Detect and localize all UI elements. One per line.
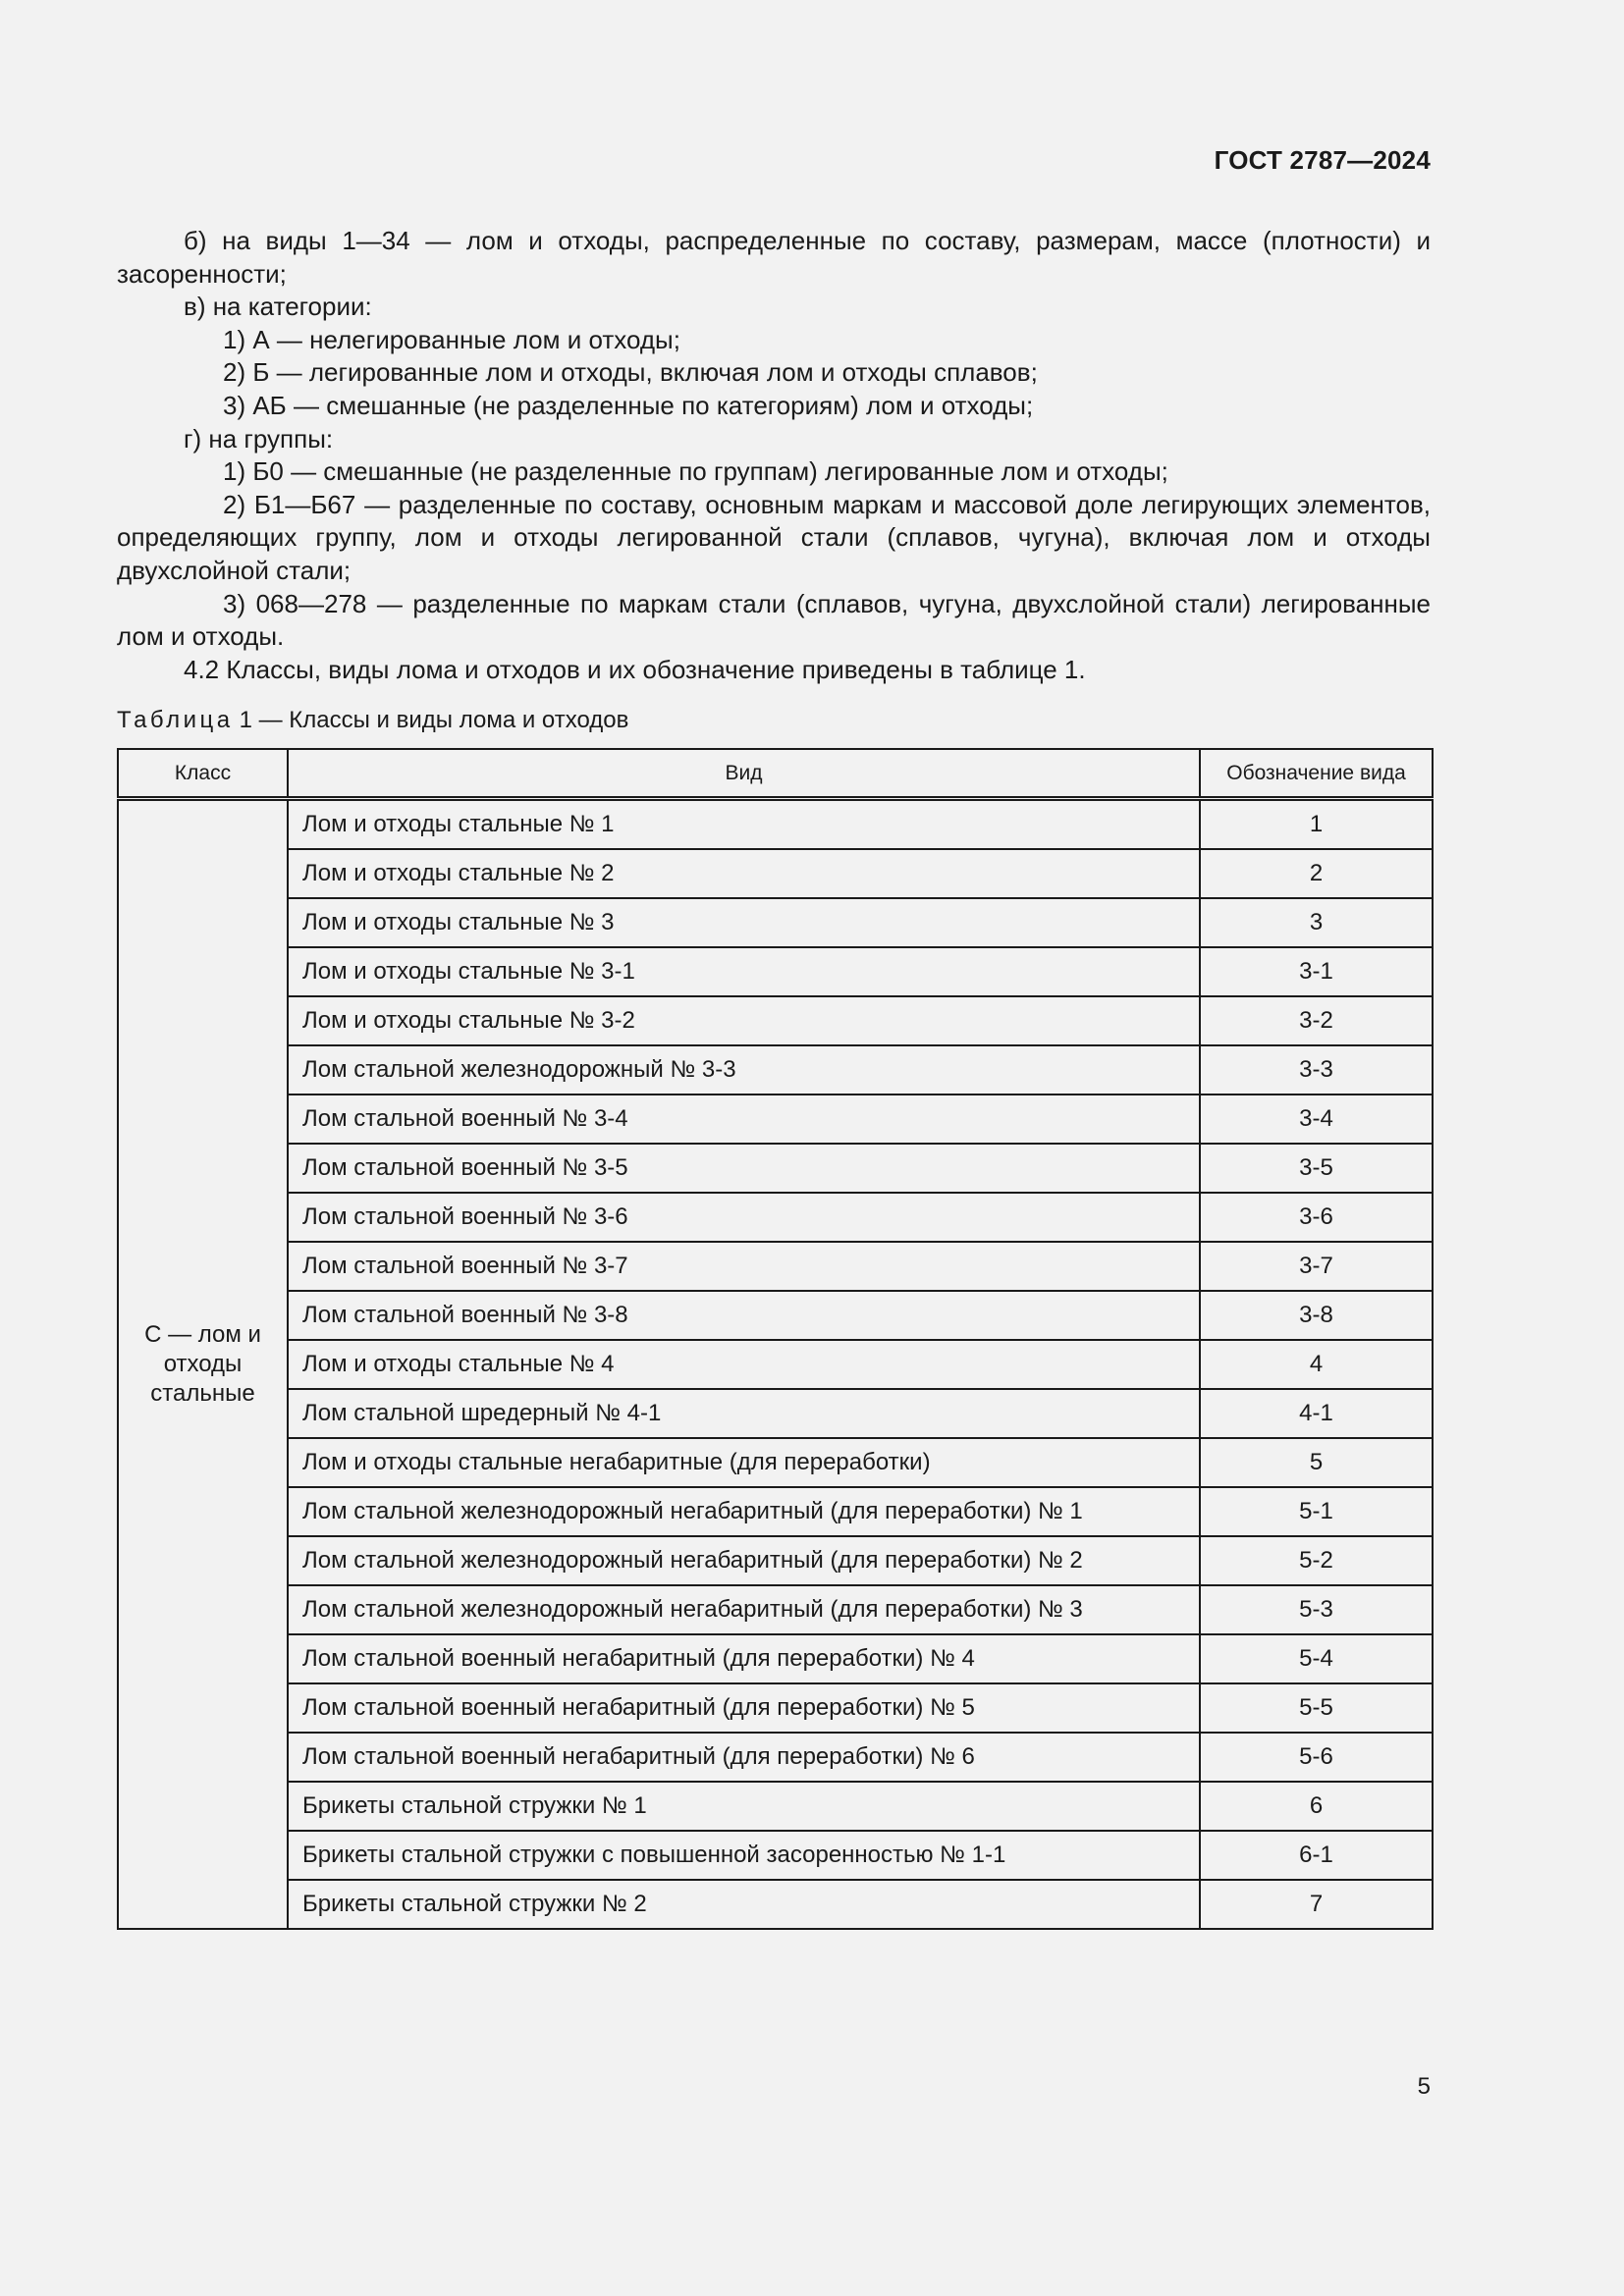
code-cell: 5-6: [1200, 1733, 1433, 1782]
table-caption: [117, 706, 628, 735]
table-row: [118, 947, 1433, 996]
kind-cell: Лом стальной военный № 3-6: [288, 1193, 1200, 1242]
table-header-row: [118, 749, 1433, 799]
class-cell: С — лом и отходы стальные: [118, 799, 288, 1930]
table-row: [118, 799, 1433, 850]
column-header-code: Обозначение вида: [1200, 749, 1433, 799]
table-row: [118, 849, 1433, 898]
code-cell: 3-3: [1200, 1045, 1433, 1095]
kind-cell: Лом стальной железнодорожный негабаритный (для переработки) № 1: [288, 1487, 1200, 1536]
table-row: [118, 1389, 1433, 1438]
column-header-kind: Вид: [288, 749, 1200, 799]
table-body: [118, 799, 1433, 1930]
kind-cell: Лом и отходы стальные № 2: [288, 849, 1200, 898]
kind-cell: Лом и отходы стальные № 1: [288, 799, 1200, 850]
table-row: [118, 898, 1433, 947]
paragraph: в) на категории:: [184, 292, 372, 322]
table-row: [118, 996, 1433, 1045]
table-row: [118, 1045, 1433, 1095]
code-cell: 5-4: [1200, 1634, 1433, 1683]
table-row: [118, 1095, 1433, 1144]
table-row: [118, 1242, 1433, 1291]
paragraph: б) на виды 1—34 — лом и отходы, распределенные по составу, размерам, массе (плотности) и засоренности;: [117, 226, 1431, 289]
paragraph: 4.2 Классы, виды лома и отходов и их обозначение приведены в таблице 1.: [184, 654, 1086, 684]
table-caption-label: Таблица: [117, 707, 234, 733]
code-cell: 7: [1200, 1880, 1433, 1929]
table-row: [118, 1291, 1433, 1340]
code-cell: 5-1: [1200, 1487, 1433, 1536]
table-row: [118, 1536, 1433, 1585]
code-cell: 5-5: [1200, 1683, 1433, 1733]
kind-cell: Брикеты стальной стружки № 1: [288, 1782, 1200, 1831]
kind-cell: Лом стальной военный негабаритный (для переработки) № 6: [288, 1733, 1200, 1782]
code-cell: 3: [1200, 898, 1433, 947]
table-row: [118, 1634, 1433, 1683]
kind-cell: Лом стальной военный № 3-8: [288, 1291, 1200, 1340]
kind-cell: Лом стальной военный № 3-7: [288, 1242, 1200, 1291]
kind-cell: Лом стальной железнодорожный № 3-3: [288, 1045, 1200, 1095]
table-row: [118, 1193, 1433, 1242]
table-row: [118, 1782, 1433, 1831]
kind-cell: Лом стальной военный № 3-4: [288, 1095, 1200, 1144]
paragraph: 1) А — нелегированные лом и отходы;: [223, 324, 680, 354]
code-cell: 4: [1200, 1340, 1433, 1389]
kind-cell: Лом стальной железнодорожный негабаритный (для переработки) № 2: [288, 1536, 1200, 1585]
code-cell: 5-3: [1200, 1585, 1433, 1634]
table-row: [118, 1438, 1433, 1487]
kind-cell: Брикеты стальной стружки с повышенной засоренностью № 1-1: [288, 1831, 1200, 1880]
code-cell: 1: [1200, 799, 1433, 850]
kind-cell: Брикеты стальной стружки № 2: [288, 1880, 1200, 1929]
kind-cell: Лом и отходы стальные № 3-1: [288, 947, 1200, 996]
table-row: [118, 1144, 1433, 1193]
code-cell: 6: [1200, 1782, 1433, 1831]
scrap-classes-table: [117, 748, 1434, 1930]
table-row: [118, 1683, 1433, 1733]
column-header-class: Класс: [118, 749, 288, 799]
kind-cell: Лом и отходы стальные № 3: [288, 898, 1200, 947]
page-number: 5: [1417, 2073, 1431, 2100]
paragraph: 1) Б0 — смешанные (не разделенные по группам) легированные лом и отходы;: [223, 456, 1168, 487]
code-cell: 3-4: [1200, 1095, 1433, 1144]
code-cell: 3-5: [1200, 1144, 1433, 1193]
document-code-header: ГОСТ 2787—2024: [1214, 145, 1431, 175]
code-cell: 3-2: [1200, 996, 1433, 1045]
code-cell: 5: [1200, 1438, 1433, 1487]
code-cell: 3-7: [1200, 1242, 1433, 1291]
body-text: [117, 225, 1431, 686]
table-row: [118, 1831, 1433, 1880]
paragraph: г) на группы:: [184, 423, 334, 454]
kind-cell: Лом и отходы стальные № 4: [288, 1340, 1200, 1389]
code-cell: 6-1: [1200, 1831, 1433, 1880]
code-cell: 3-1: [1200, 947, 1433, 996]
table-row: [118, 1880, 1433, 1929]
table-row: [118, 1733, 1433, 1782]
kind-cell: Лом стальной железнодорожный негабаритный (для переработки) № 3: [288, 1585, 1200, 1634]
code-cell: 4-1: [1200, 1389, 1433, 1438]
table-row: [118, 1585, 1433, 1634]
kind-cell: Лом и отходы стальные негабаритные (для переработки): [288, 1438, 1200, 1487]
code-cell: 3-8: [1200, 1291, 1433, 1340]
kind-cell: Лом стальной военный негабаритный (для переработки) № 4: [288, 1634, 1200, 1683]
table-caption-title: 1 — Классы и виды лома и отходов: [239, 707, 629, 733]
table-row: [118, 1340, 1433, 1389]
code-cell: 5-2: [1200, 1536, 1433, 1585]
kind-cell: Лом и отходы стальные № 3-2: [288, 996, 1200, 1045]
table-row: [118, 1487, 1433, 1536]
paragraph: 2) Б1—Б67 — разделенные по составу, основным маркам и массовой доле легирующих элементов, определяющих группу, лом и отходы легированной стали (сплавов, чугуна), включая лом и отходы двухслойной стали;: [117, 489, 1431, 585]
paragraph: 3) АБ — смешанные (не разделенные по категориям) лом и отходы;: [223, 390, 1034, 420]
kind-cell: Лом стальной военный № 3-5: [288, 1144, 1200, 1193]
kind-cell: Лом стальной шредерный № 4-1: [288, 1389, 1200, 1438]
kind-cell: Лом стальной военный негабаритный (для переработки) № 5: [288, 1683, 1200, 1733]
paragraph: 3) 068—278 — разделенные по маркам стали (сплавов, чугуна, двухслойной стали) легированные лом и отходы.: [117, 588, 1431, 652]
paragraph: 2) Б — легированные лом и отходы, включая лом и отходы сплавов;: [223, 357, 1038, 388]
code-cell: 2: [1200, 849, 1433, 898]
code-cell: 3-6: [1200, 1193, 1433, 1242]
